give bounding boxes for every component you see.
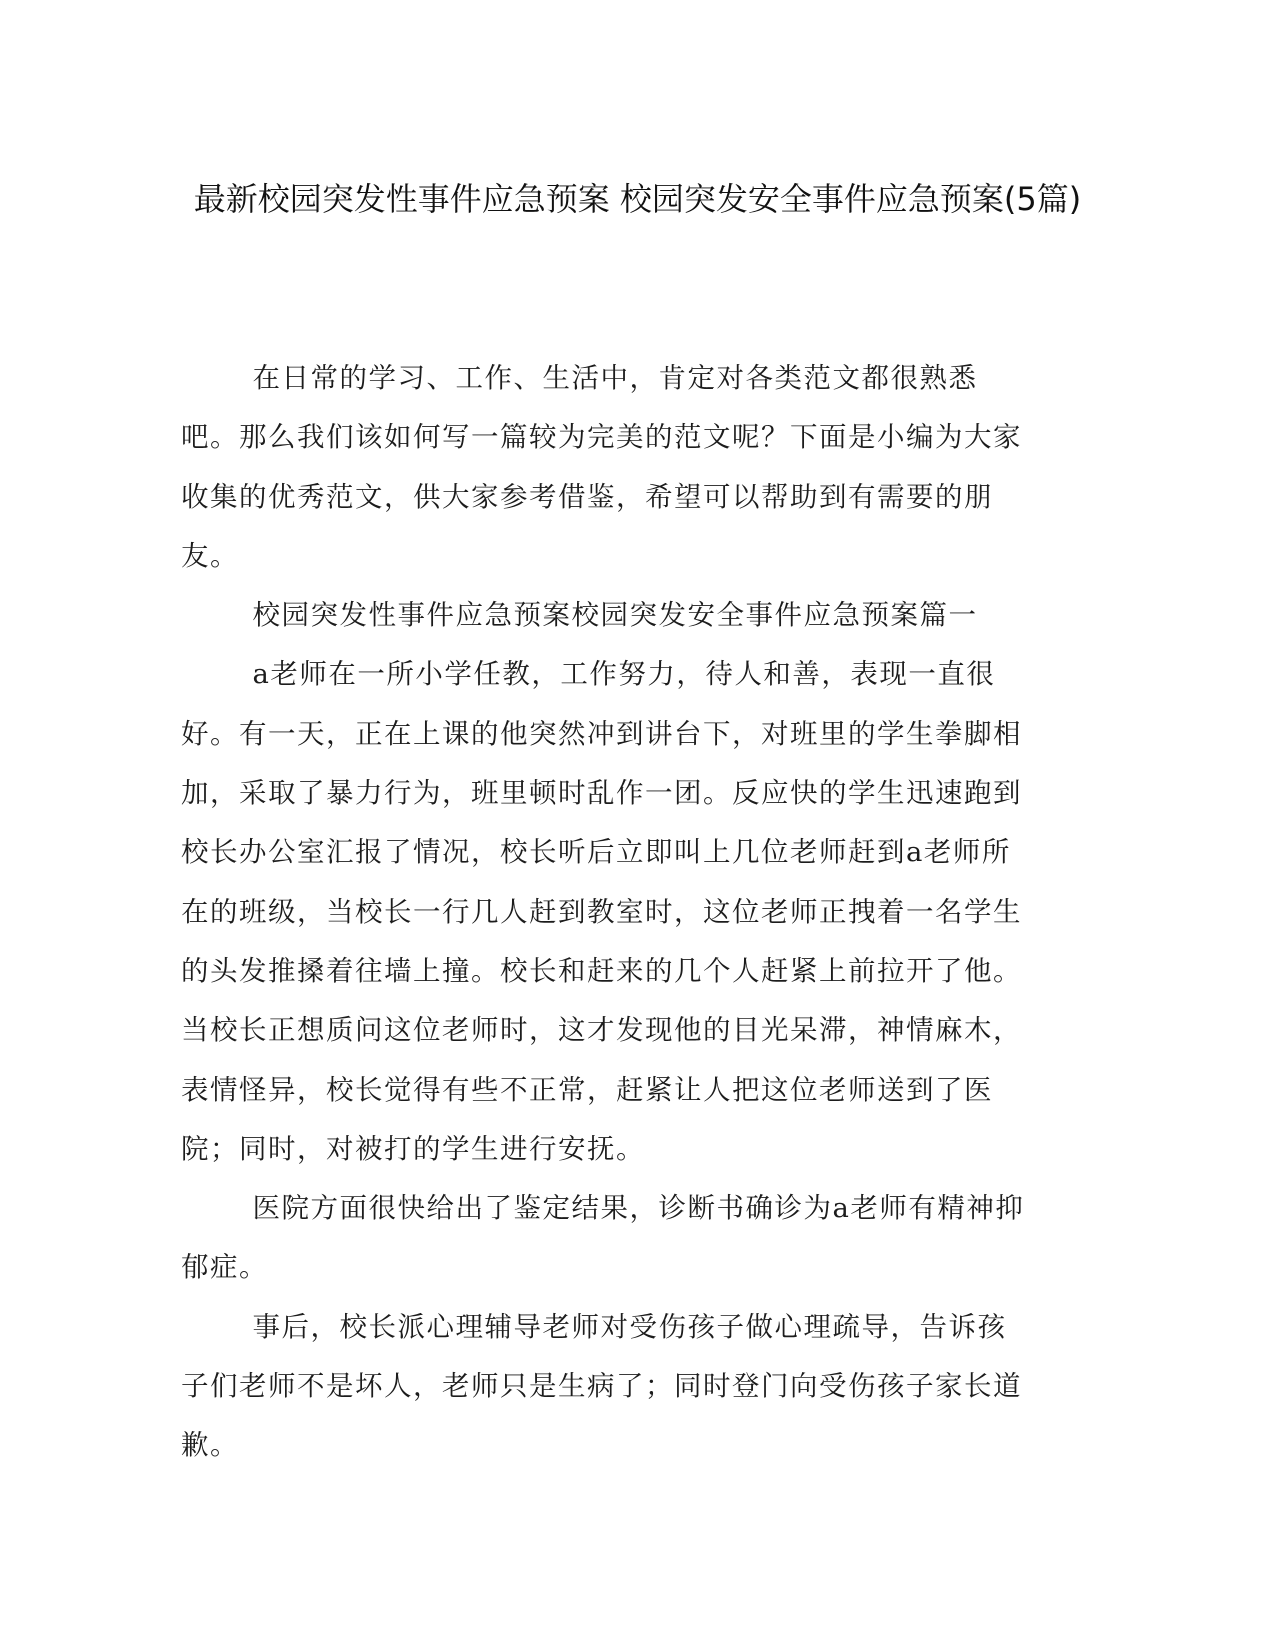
followup-paragraph: 事后，校长派心理辅导老师对受伤孩子做心理疏导，告诉孩子们老师不是坏人，老师只是生病了；同时登门向受伤孩子家长道歉。 [181, 1310, 1022, 1462]
intro-paragraph: 在日常的学习、工作、生活中，肯定对各类范文都很熟悉吧。那么我们该如何写一篇较为完美的范文呢？下面是小编为大家收集的优秀范文，供大家参考借鉴，希望可以帮助到有需要的朋友。 [181, 362, 1022, 572]
section-heading: 校园突发性事件应急预案校园突发安全事件应急预案篇一 [252, 599, 978, 632]
document-body [181, 349, 1029, 1476]
diagnosis-paragraph: 医院方面很快给出了鉴定结果，诊断书确诊为a老师有精神抑郁症。 [181, 1192, 1025, 1284]
document-title: 最新校园突发性事件应急预案 校园突发安全事件应急预案(5篇) [193, 180, 1082, 218]
case-paragraph: a老师在一所小学任教，工作努力，待人和善，表现一直很好。有一天，正在上课的他突然冲到讲台下，对班里的学生拳脚相加，采取了暴力行为，班里顿时乱作一团。反应快的学生迅速跑到校长办公室汇报了情况，校长听后立即叫上几位老师赶到a老师所在的班级，当校长一行几人赶到教室时，这位老师正拽着一名学生的头发推搡着往墙上撞。校长和赶来的几个人赶紧上前拉开了他。当校长正想质问这位老师时，这才发现他的目光呆滞，神情麻木，表情怪异，校长觉得有些不正常，赶紧让人把这位老师送到了医院；同时，对被打的学生进行安抚。 [181, 658, 1022, 1165]
